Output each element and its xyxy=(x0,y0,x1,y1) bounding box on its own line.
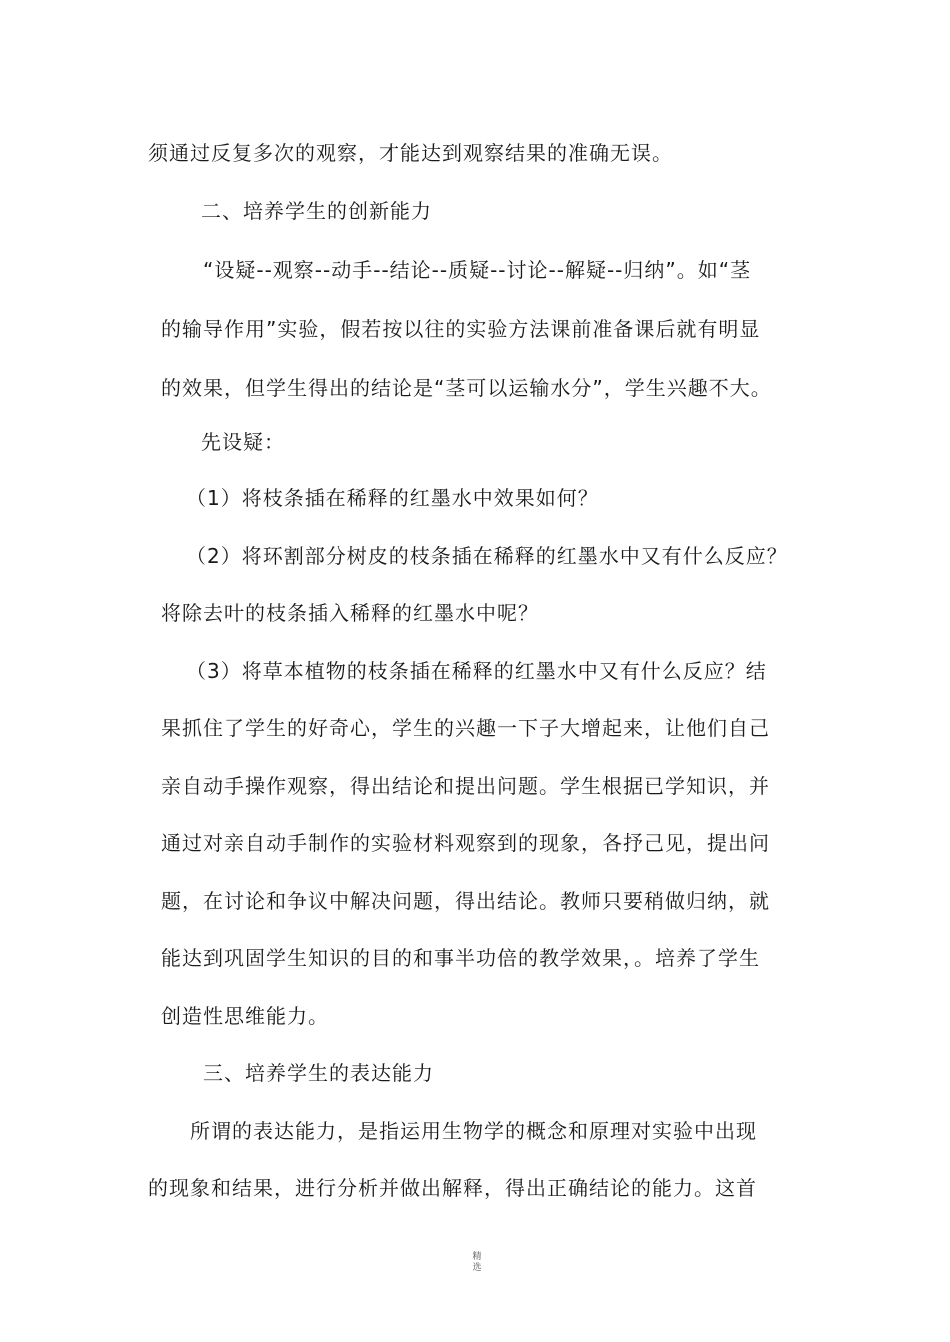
text-line: “设疑--观察--动手--结论--质疑--讨论--解疑--归纳”。如“茎 xyxy=(203,258,752,282)
section-heading: 二、培养学生的创新能力 xyxy=(201,199,432,223)
text-line: 所谓的表达能力，是指运用生物学的概念和原理对实验中出现 xyxy=(190,1119,757,1143)
text-line: 亲自动手操作观察，得出结论和提出问题。学生根据已学知识，并 xyxy=(161,774,770,798)
footer-char: 精 xyxy=(472,1252,482,1262)
page-footer xyxy=(470,1252,484,1274)
footer-char: 选 xyxy=(472,1263,482,1273)
text-line: 创造性思维能力。 xyxy=(161,1004,329,1028)
text-line: 通过对亲自动手制作的实验材料观察到的现象，各抒己见，提出问 xyxy=(161,831,770,855)
text-line: 的输导作用”实验，假若按以往的实验方法课前准备课后就有明显 xyxy=(161,317,761,341)
text-line: （2）将环割部分树皮的枝条插在稀释的红墨水中又有什么反应？ xyxy=(186,544,788,568)
text-line: 果抓住了学生的好奇心，学生的兴趣一下子大增起来，让他们自己 xyxy=(161,716,770,740)
text-line: 题，在讨论和争议中解决问题，得出结论。教师只要稍做归纳，就 xyxy=(161,889,770,913)
section-heading: 三、培养学生的表达能力 xyxy=(203,1061,434,1085)
text-line: （1）将枝条插在稀释的红墨水中效果如何？ xyxy=(186,486,599,510)
text-line: 能达到巩固学生知识的目的和事半功倍的教学效果，。培养了学生 xyxy=(161,946,760,970)
text-line: 将除去叶的枝条插入稀释的红墨水中呢？ xyxy=(161,601,539,625)
text-line: 的效果，但学生得出的结论是“茎可以运输水分”，学生兴趣不大。 xyxy=(161,376,772,400)
text-line: 须通过反复多次的观察，才能达到观察结果的准确无误。 xyxy=(148,141,673,165)
text-line: 的现象和结果，进行分析并做出解释，得出正确结论的能力。这首 xyxy=(148,1176,757,1200)
text-line: 先设疑： xyxy=(201,430,285,454)
text-line: （3）将草本植物的枝条插在稀释的红墨水中又有什么反应？结 xyxy=(186,659,767,683)
